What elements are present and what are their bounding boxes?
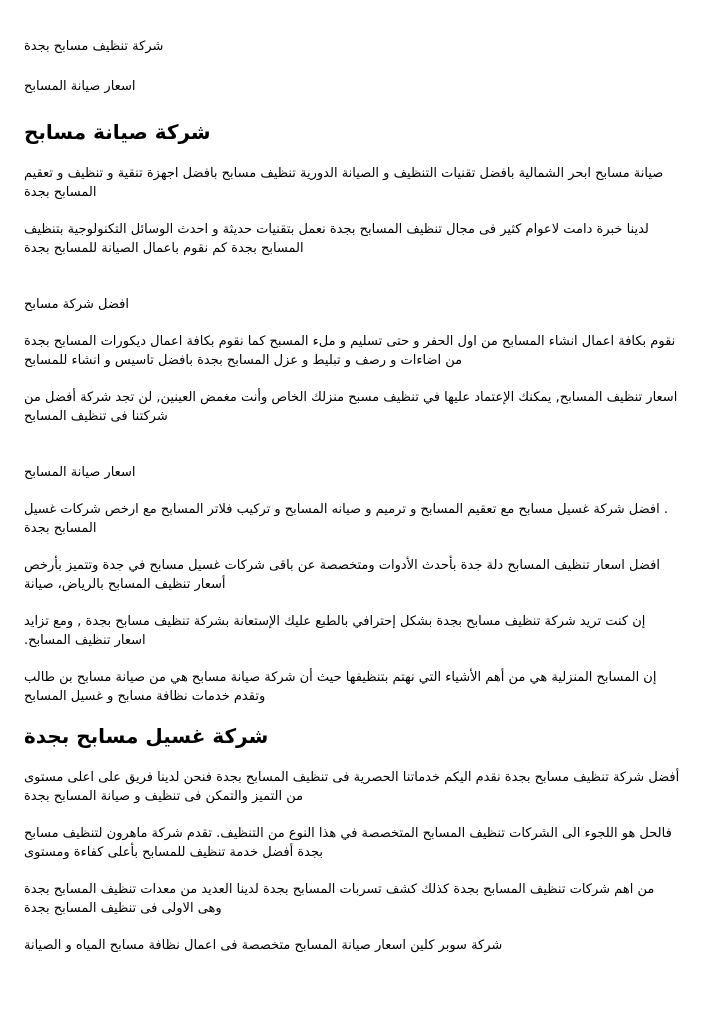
section1-paragraph-4: اسعار تنظيف المسابح, يمكنك الإعتماد عليها في تنظيف مسبح منزلك الخاص وأنت مغمض العينين, لن تجد شركة أفضل من شركتنا فى تنظيف المسابح — [24, 390, 678, 424]
section1-paragraph-7: إن كنت تريد شركة تنظيف مسابح بجدة بشكل إحترافي بالطبع عليك الإستعانة بشركة تنظيف مسابح بجدة , ومع تزايد اسعار تنظيف المسابح. — [24, 614, 646, 648]
section1-subheading: افضل شركة مسابح — [24, 297, 129, 312]
section1-paragraph-8: إن المسابح المنزلية هي من أهم الأشياء التي نهتم بتنظيفها حيث أن شركة صيانة مسابح هي من صيانة مسابح بن طالب وتقدم خدمات نظافة مسابح و غسيل المسابح — [24, 670, 657, 704]
section2-paragraph-3: من اهم شركات تنظيف المسابح بجدة كذلك كشف تسربات المسابح بجدة لدينا العديد من معدات تنظيف المسابح بجدة وهى الاولى فى تنظيف المسابح بجدة — [24, 882, 655, 916]
section1-paragraph-6: افضل اسعار تنظيف المسابح دلة جدة بأحدث الأدوات ومتخصصة عن باقى شركات غسيل مسابح في جدة وتتميز بأرخص أسعار تنظيف المسابح بالرياض، صيانة — [24, 558, 660, 592]
section1-paragraph-1: صيانة مسابح ابحر الشمالية بافضل تقنيات التنظيف و الصيانة الدورية تنظيف مسابح بافضل اجهزة تنقية و تنظيف و تعقيم المسابح بجدة — [24, 166, 664, 200]
section1-paragraph-3: نقوم بكافة اعمال انشاء المسابح من اول الحفر و حتى تسليم و ملء المسبح كما نقوم بكافة اعمال ديكورات المسابح بجدة من اضاءات و رصف و تبليط و عزل المسابح بجدة بافضل تاسيس و انشاء للمسابح — [24, 334, 676, 368]
header-link-prices[interactable]: اسعار صيانة المسابح — [24, 79, 136, 94]
section1-paragraph-5: . افضل شركة غسيل مسابح مع تعقيم المسابح و ترميم و صيانه المسابح و تركيب فلاتر المسابح مع ارخص شركات غسيل المسابح بجدة — [24, 502, 668, 536]
section1-paragraph-2: لدينا خبرة دامت لاعوام كثير فى مجال تنظيف المسابح بجدة نعمل بتقنيات حديثة و احدث الوسائل التكنولوجية بتنظيف المسابح بجدة كم نقوم باعمال الصيانة للمسابح بجدة — [24, 222, 649, 256]
section2-paragraph-1: أفضل شركة تنظيف مسابح بجدة نقدم اليكم خدماتنا الحصرية فى تنظيف المسابح بجدة فنحن لدينا فريق على اعلى مستوى من التميز والتمكن فى تنظيف و صيانة المسابح بجدة — [24, 770, 680, 804]
section2-heading: شركة غسيل مسابح بجدة — [24, 724, 269, 748]
header-link-cleaning[interactable]: شركة تنظيف مسابح بجدة — [24, 39, 164, 54]
section2-paragraph-4: شركة سوبر كلين اسعار صيانة المسابح متخصصة فى اعمال نظافة مسابح المياه و الصيانة — [24, 938, 503, 953]
section1-subheading-2: اسعار صيانة المسابح — [24, 465, 136, 480]
section2-paragraph-2: فالحل هو اللجوء الى الشركات تنظيف المسابح المتخصصة في هذا النوع من التنظيف. تقدم شركة ماهرون لتنظيف مسابح بجدة أفضل خدمة تنظيف للمسابح بأعلى كفاءة ومستوى — [24, 826, 672, 860]
section1-heading: شركة صيانة مسابح — [24, 120, 211, 144]
